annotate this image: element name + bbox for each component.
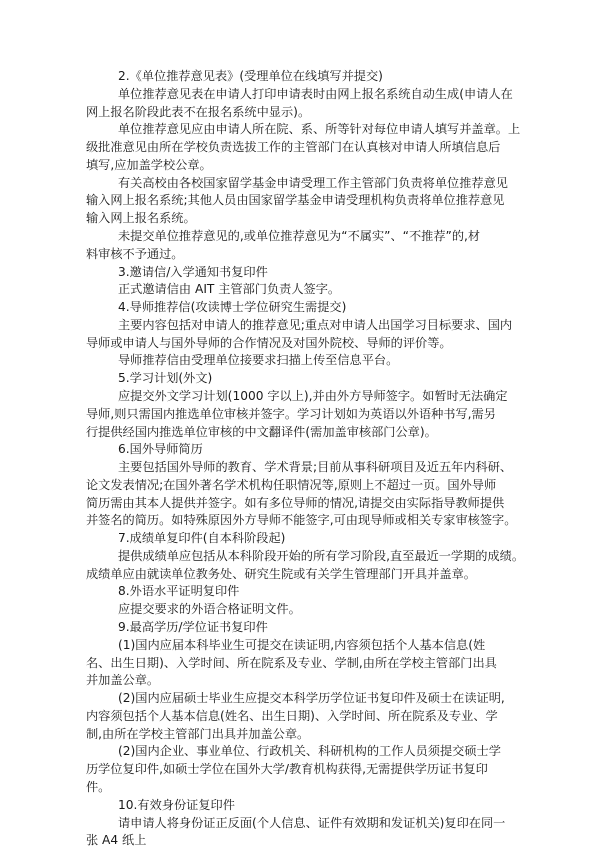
paragraph-line: 输入网上报名系统;其他人员由国家留学基金申请受理机构负责将单位推荐意见 <box>86 193 505 208</box>
paragraph-line: 单位推荐意见表在申请人打印申请表时由网上报名系统自动生成(申请人在 <box>118 86 513 101</box>
section-heading: 5.学习计划(外文) <box>118 371 213 386</box>
paragraph-line: 料审核不予通过。 <box>86 246 184 261</box>
section-heading: 10.有效身份证复印件 <box>118 797 235 812</box>
paragraph-line: 行提供经国内推选单位审核的中文翻译件(需加盖审核部门公章)。 <box>86 424 437 439</box>
section-heading: 7.成绩单复印件(自本科阶段起) <box>118 531 286 546</box>
paragraph-line: 应提交外文学习计划(1000 字以上),并由外方导师签字。如暂时无法确定 <box>118 388 508 403</box>
paragraph-line: (2)国内应届硕士毕业生应提交本科学历学位证书复印件及硕士在读证明, <box>118 691 505 705</box>
paragraph-line: 历学位复印件,如硕士学位在国外大学/教育机构获得,无需提供学历证书复印 <box>86 762 488 777</box>
paragraph-line: (1)国内应届本科毕业生可提交在读证明,内容须包括个人基本信息(姓 <box>118 637 486 652</box>
paragraph-line: 并签名的简历。如特殊原因外方导师不能签字,可由现导师或相关专家审核签字。 <box>86 513 517 528</box>
paragraph-line: 有关高校由各校国家留学基金申请受理工作主管部门负责将单位推荐意见 <box>118 175 508 190</box>
paragraph-line: 件。 <box>86 779 111 794</box>
paragraph-line: (2)国内企业、事业单位、行政机关、科研机构的工作人员须提交硕士学 <box>118 744 501 759</box>
section-heading: 4.导师推荐信(攻读博士学位研究生需提交) <box>118 300 347 314</box>
section-heading: 3.邀请信/入学通知书复印件 <box>118 264 268 279</box>
section-heading: 2.《单位推荐意见表》(受理单位在线填写并提交) <box>118 69 383 83</box>
paragraph-line: 未提交单位推荐意见的,或单位推荐意见为“不属实”、“不推荐”的,材 <box>118 229 481 243</box>
section-heading: 9.最高学历/学位证书复印件 <box>118 620 268 634</box>
paragraph-line: 正式邀请信由 AIT 主管部门负责人签字。 <box>118 282 341 297</box>
paragraph-line: 张 A4 纸上 <box>86 833 147 848</box>
paragraph-line: 级批准意见由所在学校负责选拔工作的主管部门在认真核对申请人所填信息后 <box>86 140 501 155</box>
paragraph-line: 输入网上报名系统。 <box>86 211 196 226</box>
paragraph-line: 内容须包括个人基本信息(姓名、出生日期)、入学时间、所在院系及专业、学 <box>86 708 498 723</box>
paragraph-line: 制,由所在学校主管部门出具并加盖公章。 <box>86 726 310 741</box>
paragraph-line: 应提交要求的外语合格证明文件。 <box>118 602 301 617</box>
paragraph-line: 导师推荐信由受理单位接要求扫描上传至信息平台。 <box>118 353 399 368</box>
paragraph-line: 填写,应加盖学校公章。 <box>86 157 212 172</box>
paragraph-line: 名、出生日期)、入学时间、所在院系及专业、学制,由所在学校主管部门出具 <box>86 655 497 670</box>
paragraph-line: 论文发表情况;在国外著名学术机构任职情况等,原则上不超过一页。国外导师 <box>86 477 497 492</box>
section-heading: 8.外语水平证明复印件 <box>118 584 240 599</box>
paragraph-line: 导师,则只需国内推选单位审核并签字。学习计划如为英语以外语种书写,需另 <box>86 406 496 421</box>
paragraph-line: 单位推荐意见应由申请人所在院、系、所等针对每位申请人填写并盖章。上 <box>118 122 521 137</box>
paragraph-line: 网上报名阶段此表不在报名系统中显示)。 <box>86 104 311 119</box>
paragraph-line: 并加盖公章。 <box>86 673 160 688</box>
paragraph-line: 提供成绩单应包括从本科阶段开始的所有学习阶段,直至最近一学期的成绩。 <box>118 548 525 563</box>
paragraph-line: 主要内容包括对申请人的推荐意见;重点对申请人出国学习目标要求、国内 <box>118 317 513 332</box>
paragraph-line: 成绩单应由就读单位教务处、研究生院或有关学生管理部门开具并盖章。 <box>86 566 476 581</box>
paragraph-line: 主要包括国外导师的教育、学术背景;目前从事科研项目及近五年内科研、 <box>118 460 513 474</box>
paragraph-line: 导师或申请人与国外导师的合作情况及对国外院校、导师的评价等。 <box>86 335 452 350</box>
paragraph-line: 简历需由其本人提供并签字。如有多位导师的情况,请提交由实际指导教师提供 <box>86 495 505 510</box>
section-heading: 6.国外导师简历 <box>118 442 203 457</box>
paragraph-line: 请申请人将身份证正反面(个人信息、证件有效期和发证机关)复印在同一 <box>118 815 506 830</box>
